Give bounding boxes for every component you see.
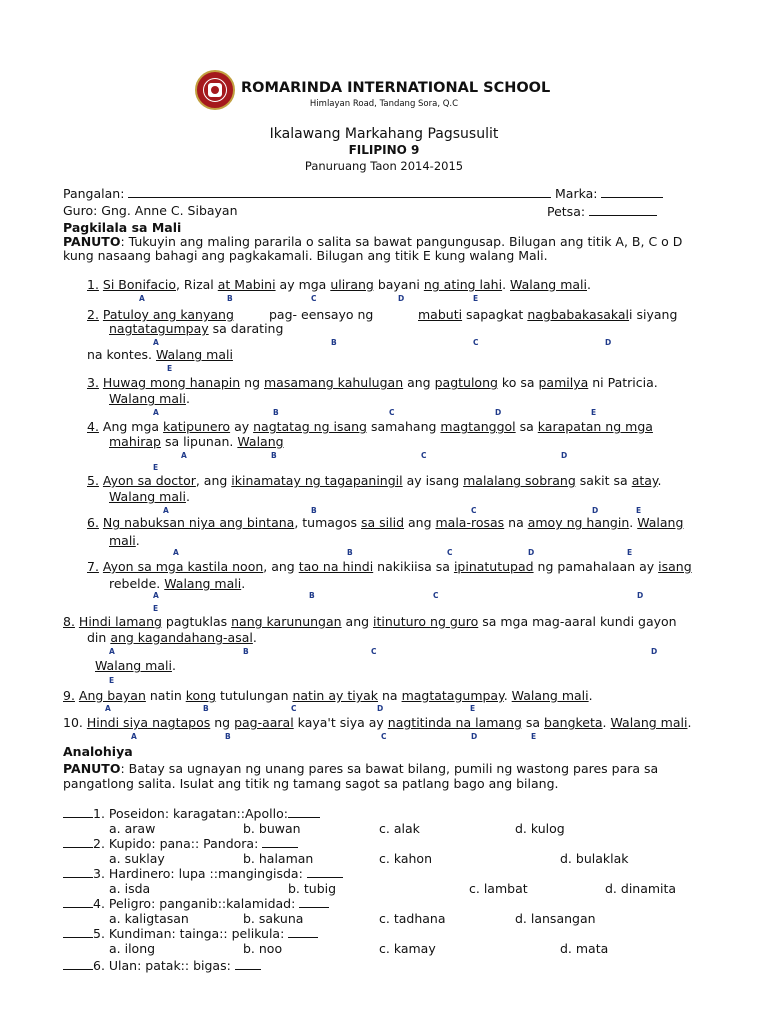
q3-option-a[interactable]: A — [153, 408, 159, 417]
q2-option-a[interactable]: A — [153, 338, 159, 347]
q4-option-a[interactable]: A — [181, 451, 187, 460]
name-field[interactable] — [63, 185, 551, 201]
question-2-line2: nagtatagumpay sa darating — [109, 321, 284, 336]
analogy-5-choice-d[interactable]: d. mata — [560, 941, 609, 956]
q6-option-d[interactable]: D — [528, 548, 535, 557]
q7-option-a[interactable]: A — [153, 591, 159, 600]
question-2-line3: na kontes. Walang mali — [87, 347, 233, 362]
analogy-1-choice-c[interactable]: c. alak — [379, 821, 420, 836]
name-blank[interactable] — [128, 185, 551, 198]
analogy-3-choice-c[interactable]: c. lambat — [469, 881, 528, 896]
analogy-3-choice-d[interactable]: d. dinamita — [605, 881, 677, 896]
question-8-line2: din ang kagandahang-asal. — [87, 630, 257, 645]
answer-blank[interactable] — [63, 835, 93, 848]
question-8: 8. Hindi lamang pagtuklas nang karunungan ang itinuturo ng guro sa mga mag-aaral kundi gayon — [63, 614, 677, 629]
analogy-2-choice-c[interactable]: c. kahon — [379, 851, 432, 866]
q9-option-b[interactable]: B — [203, 704, 209, 713]
q6-option-e[interactable]: E — [627, 548, 633, 557]
grade-label: Marka: — [555, 186, 598, 201]
analogy-2-choice-b[interactable]: b. halaman — [243, 851, 314, 866]
question-10: 10. Hindi siya nagtapos ng pag-aaral kaya't siya ay nagtitinda na lamang sa bangketa. Walang mali. — [63, 715, 692, 730]
q8-option-b[interactable]: B — [243, 647, 249, 656]
exam-title: Ikalawang Markahang Pagsusulit — [269, 126, 499, 142]
question-4: 4. Ang mga katipunero ay nagtatag ng isang samahang magtanggol sa karapatan ng mga — [87, 419, 653, 434]
q10-option-e[interactable]: E — [531, 732, 537, 741]
q10-option-b[interactable]: B — [225, 732, 231, 741]
subject-title: FILIPINO 9 — [348, 143, 420, 157]
school-address: Himlayan Road, Tandang Sora, Q.C — [309, 99, 459, 109]
analogy-question-4: 4. Peligro: panganib::kalamidad: — [63, 895, 329, 911]
analogy-1-choice-b[interactable]: b. buwan — [243, 821, 301, 836]
q2-option-c[interactable]: C — [473, 338, 479, 347]
question-7-line2: rebelde. Walang mali. — [109, 576, 246, 591]
section1-instructions: PANUTO: Tukuyin ang maling pararila o salita sa bawat pangungusap. Bilugan ang titik A, B, C o D — [63, 234, 683, 249]
analogy-question-3: 3. Hardinero: lupa ::mangingisda: — [63, 865, 343, 881]
q2-option-d[interactable]: D — [605, 338, 612, 347]
q5-option-e[interactable]: E — [636, 506, 642, 515]
q1-option-d[interactable]: D — [398, 294, 405, 303]
analogy-4-choice-b[interactable]: b. sakuna — [243, 911, 304, 926]
name-label: Pangalan: — [63, 186, 125, 201]
analogy-2-choice-a[interactable]: a. suklay — [109, 851, 165, 866]
answer-blank[interactable] — [63, 957, 93, 970]
question-9: 9. Ang bayan natin kong tutulungan natin ay tiyak na magtatagumpay. Walang mali. — [63, 688, 593, 703]
q9-option-a[interactable]: A — [105, 704, 111, 713]
q9-option-c[interactable]: C — [291, 704, 297, 713]
section2-instructions-2: pangatlong salita. Isulat ang titik ng tamang sagot sa patlang bago ang bilang. — [63, 776, 559, 791]
section2-instructions: PANUTO: Batay sa ugnayan ng unang pares sa bawat bilang, pumili ng wastong pares para sa — [63, 761, 659, 776]
date-label: Petsa: — [547, 204, 586, 219]
analogy-question-6: 6. Ulan: patak:: bigas: — [63, 957, 261, 973]
q1-option-e[interactable]: E — [473, 294, 479, 303]
q5-option-d[interactable]: D — [592, 506, 599, 515]
analogy-3-choice-a[interactable]: a. isda — [109, 881, 151, 896]
section1-instructions-2: kung nasaang bahagi ang pagkakamali. Bilugan ang titik E kung walang Mali. — [63, 248, 548, 263]
question-8-line3: Walang mali. — [95, 658, 176, 673]
analogy-3-choice-b[interactable]: b. tubig — [288, 881, 337, 896]
analogy-1-choice-d[interactable]: d. kulog — [515, 821, 565, 836]
q5-option-a[interactable]: A — [163, 506, 169, 515]
answer-blank[interactable] — [63, 895, 93, 908]
section2-title: Analohiya — [63, 744, 133, 759]
q8-option-a[interactable]: A — [109, 647, 115, 656]
q3-option-d[interactable]: D — [495, 408, 502, 417]
q10-option-a[interactable]: A — [131, 732, 137, 741]
teacher-label: Guro: Gng. Anne C. Sibayan — [63, 203, 238, 218]
question-6-line2: mali. — [109, 533, 140, 548]
grade-blank[interactable] — [601, 185, 663, 198]
analogy-5-choice-a[interactable]: a. ilong — [109, 941, 156, 956]
question-5-line2: Walang mali. — [109, 489, 190, 504]
answer-blank[interactable] — [63, 925, 93, 938]
q7-option-b[interactable]: B — [309, 591, 315, 600]
q7-option-d[interactable]: D — [637, 591, 644, 600]
q1-option-b[interactable]: B — [227, 294, 233, 303]
q6-option-a[interactable]: A — [173, 548, 179, 557]
question-1: 1. Si Bonifacio, Rizal at Mabini ay mga ulirang bayani ng ating lahi. Walang mali. — [87, 277, 591, 292]
q9-option-e[interactable]: E — [470, 704, 476, 713]
q4-option-c[interactable]: C — [421, 451, 427, 460]
analogy-4-choice-c[interactable]: c. tadhana — [379, 911, 446, 926]
school-name: ROMARINDA INTERNATIONAL SCHOOL — [241, 80, 551, 96]
q3-option-e[interactable]: E — [591, 408, 597, 417]
question-2-part: pag- eensayo ng — [269, 307, 374, 322]
question-2: 2. Patuloy ang kanyang — [87, 307, 234, 322]
q6-option-b[interactable]: B — [347, 548, 353, 557]
question-5: 5. Ayon sa doctor, ang ikinamatay ng tagapaningil ay isang malalang sobrang sakit sa atay. — [87, 473, 662, 488]
question-2-part: mabuti sapagkat nagbabakasakali siyang — [418, 307, 678, 322]
q4-option-e[interactable]: E — [153, 463, 159, 472]
analogy-question-2: 2. Kupido: pana:: Pandora: — [63, 835, 298, 851]
q4-option-b[interactable]: B — [271, 451, 277, 460]
analogy-4-choice-a[interactable]: a. kaligtasan — [109, 911, 189, 926]
analogy-4-choice-d[interactable]: d. lansangan — [515, 911, 596, 926]
school-year: Panuruang Taon 2014-2015 — [304, 159, 464, 173]
analogy-question-1: 1. Poseidon: karagatan::Apollo: — [63, 805, 320, 821]
q8-option-d[interactable]: D — [651, 647, 658, 656]
answer-blank[interactable] — [63, 865, 93, 878]
q3-option-c[interactable]: C — [389, 408, 395, 417]
q2-option-e[interactable]: E — [167, 364, 173, 373]
q2-option-b[interactable]: B — [331, 338, 337, 347]
analogy-5-choice-c[interactable]: c. kamay — [379, 941, 436, 956]
grade-field[interactable] — [555, 185, 663, 201]
date-blank[interactable] — [589, 203, 657, 216]
analogy-question-5: 5. Kundiman: tainga:: pelikula: — [63, 925, 318, 941]
question-4-line2: mahirap sa lipunan. Walang — [109, 434, 284, 449]
analogy-1-choice-a[interactable]: a. araw — [109, 821, 156, 836]
question-6: 6. Ng nabuksan niya ang bintana, tumagos sa silid ang mala-rosas na amoy ng hangin. Walang — [87, 515, 684, 530]
q1-option-a[interactable]: A — [139, 294, 145, 303]
analogy-2-choice-d[interactable]: d. bulaklak — [560, 851, 629, 866]
q7-option-e[interactable]: E — [153, 604, 159, 613]
section1-title: Pagkilala sa Mali — [63, 220, 182, 235]
q10-option-c[interactable]: C — [381, 732, 387, 741]
q3-option-b[interactable]: B — [273, 408, 279, 417]
q5-option-c[interactable]: C — [471, 506, 477, 515]
q5-option-b[interactable]: B — [311, 506, 317, 515]
date-field[interactable] — [547, 203, 657, 219]
question-3: 3. Huwag mong hanapin ng masamang kahulugan ang pagtulong ko sa pamilya ni Patricia. — [87, 375, 658, 390]
analogy-5-choice-b[interactable]: b. noo — [243, 941, 283, 956]
q9-option-d[interactable]: D — [377, 704, 384, 713]
q10-option-d[interactable]: D — [471, 732, 478, 741]
q8-option-c[interactable]: C — [371, 647, 377, 656]
question-3-line2: Walang mali. — [109, 391, 190, 406]
q8-option-e[interactable]: E — [109, 676, 115, 685]
q7-option-c[interactable]: C — [433, 591, 439, 600]
q6-option-c[interactable]: C — [447, 548, 453, 557]
question-7: 7. Ayon sa mga kastila noon, ang tao na hindi nakikiisa sa ipinatutupad ng pamahalaan ay isang — [87, 559, 692, 574]
answer-blank[interactable] — [63, 805, 93, 818]
q4-option-d[interactable]: D — [561, 451, 568, 460]
q1-option-c[interactable]: C — [311, 294, 317, 303]
